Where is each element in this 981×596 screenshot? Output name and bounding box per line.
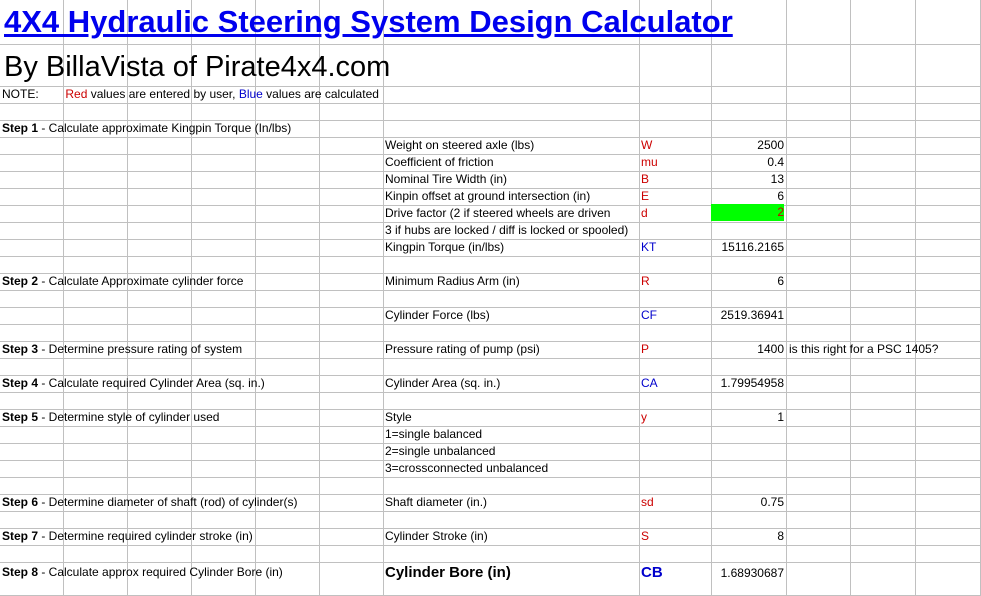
step-6-label[interactable]: Step 6 - Determine diameter of shaft (rod) of cylinder(s) [2, 495, 298, 509]
note-end: values are calculated [262, 87, 379, 101]
row-label[interactable]: Cylinder Stroke (in) [385, 529, 488, 543]
row-label[interactable]: Cylinder Force (lbs) [385, 308, 490, 322]
row-symbol[interactable]: R [641, 274, 650, 288]
row-symbol[interactable]: KT [641, 240, 657, 254]
row-symbol[interactable]: S [641, 529, 650, 543]
step-8-label[interactable]: Step 8 - Calculate approx required Cylinder Bore (in) [2, 565, 283, 579]
row-value[interactable]: 1.79954958 [720, 376, 784, 390]
cylinder-bore-value[interactable]: 1.68930687 [720, 566, 784, 580]
row-value[interactable]: 8 [777, 529, 784, 543]
step-5-label[interactable]: Step 5 - Determine style of cylinder used [2, 410, 220, 424]
step-7-label[interactable]: Step 7 - Determine required cylinder stroke (in) [2, 529, 253, 543]
drive-factor-value-highlighted[interactable]: 2 [711, 204, 784, 221]
row-symbol[interactable]: d [641, 206, 648, 220]
note-line [2, 87, 379, 101]
note-middle: values are entered by user, [87, 87, 239, 101]
page-title[interactable]: 4X4 Hydraulic Steering System Design Calculator [4, 4, 733, 39]
byline: By BillaVista of Pirate4x4.com [4, 51, 391, 83]
row-label[interactable]: 3=crossconnected unbalanced [385, 461, 549, 475]
row-label[interactable]: Minimum Radius Arm (in) [385, 274, 520, 288]
row-symbol[interactable]: sd [641, 495, 654, 509]
row-value[interactable]: 1 [777, 410, 784, 424]
row-label[interactable]: Pressure rating of pump (psi) [385, 342, 540, 356]
row-value[interactable]: 2519.36941 [720, 308, 784, 322]
step-1-label[interactable]: Step 1 - Calculate approximate Kingpin Torque (In/lbs) [2, 121, 292, 135]
row-value[interactable]: 6 [777, 274, 784, 288]
row-label[interactable]: Drive factor (2 if steered wheels are driven [385, 206, 611, 220]
note-blue-word: Blue [238, 87, 263, 101]
row-symbol[interactable]: y [641, 410, 647, 424]
row-symbol[interactable]: P [641, 342, 650, 356]
row-label[interactable]: Kinpin offset at ground intersection (in) [385, 189, 591, 203]
row-label[interactable]: 3 if hubs are locked / diff is locked or spooled) [385, 223, 629, 237]
note-red-word: Red [65, 87, 88, 101]
cylinder-bore-symbol[interactable]: CB [641, 564, 663, 581]
note-label: NOTE: [2, 87, 39, 101]
row-symbol[interactable]: mu [641, 155, 658, 169]
row-symbol[interactable]: CA [641, 376, 658, 390]
row-value[interactable]: 0.75 [760, 495, 784, 509]
row-symbol[interactable]: E [641, 189, 650, 203]
row-value[interactable]: 15116.2165 [721, 240, 784, 254]
row-label[interactable]: 1=single balanced [385, 427, 483, 441]
row-value[interactable]: 13 [770, 172, 784, 186]
row-label[interactable]: Nominal Tire Width (in) [385, 172, 508, 186]
row-symbol[interactable]: W [641, 138, 653, 152]
row-comment[interactable]: is this right for a PSC 1405? [789, 342, 939, 356]
row-label[interactable]: Weight on steered axle (lbs) [385, 138, 535, 152]
row-label[interactable]: Kingpin Torque (in/lbs) [385, 240, 505, 254]
row-label[interactable]: Shaft diameter (in.) [385, 495, 488, 509]
row-symbol[interactable]: B [641, 172, 650, 186]
step-2-label[interactable]: Step 2 - Calculate Approximate cylinder force [2, 274, 244, 288]
row-symbol[interactable]: CF [641, 308, 657, 322]
row-value[interactable]: 0.4 [767, 155, 784, 169]
row-value[interactable]: 2500 [757, 138, 784, 152]
row-label[interactable]: Style [385, 410, 412, 424]
row-label[interactable]: 2=single unbalanced [385, 444, 496, 458]
cylinder-bore-label[interactable]: Cylinder Bore (in) [385, 564, 511, 581]
row-label[interactable]: Coefficient of friction [385, 155, 494, 169]
row-label[interactable]: Cylinder Area (sq. in.) [385, 376, 501, 390]
row-value[interactable]: 1400 [757, 342, 784, 356]
row-value[interactable]: 6 [777, 189, 784, 203]
step-3-label[interactable]: Step 3 - Determine pressure rating of system [2, 342, 243, 356]
step-4-label[interactable]: Step 4 - Calculate required Cylinder Area (sq. in.) [2, 376, 265, 390]
